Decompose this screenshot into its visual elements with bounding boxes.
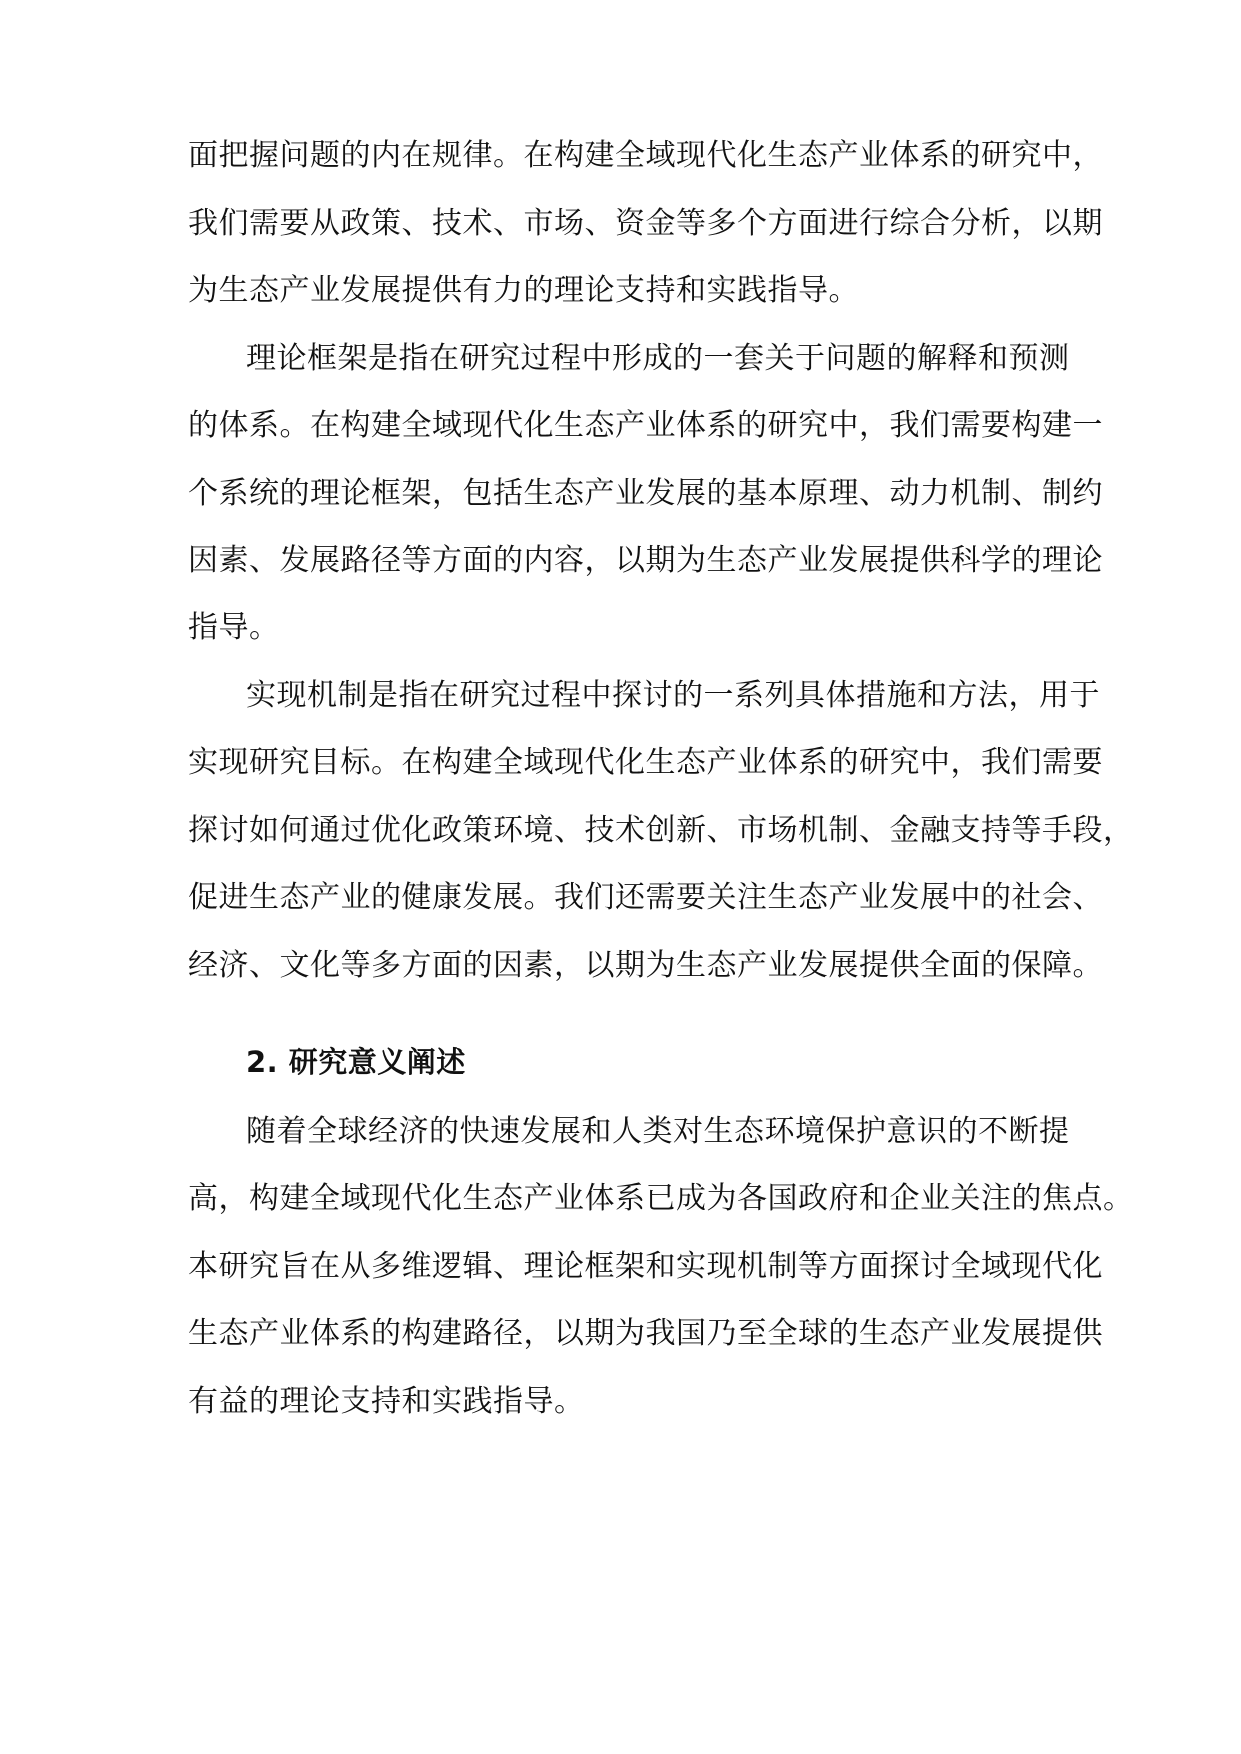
paragraph-line: 生态产业体系的构建路径，以期为我国乃至全球的生态产业发展提供: [188, 1316, 1103, 1351]
paragraph-line: 实现研究目标。在构建全域现代化生态产业体系的研究中，我们需要: [188, 745, 1103, 780]
paragraph-line: 个系统的理论框架，包括生态产业发展的基本原理、动力机制、制约: [188, 476, 1103, 511]
paragraph-line: 理论框架是指在研究过程中形成的一套关于问题的解释和预测: [246, 341, 1070, 376]
paragraph-line: 我们需要从政策、技术、市场、资金等多个方面进行综合分析，以期: [188, 206, 1103, 241]
paragraph-line: 实现机制是指在研究过程中探讨的一系列具体措施和方法，用于: [246, 678, 1100, 713]
paragraph-line: 促进生态产业的健康发展。我们还需要关注生态产业发展中的社会、: [188, 880, 1103, 915]
paragraph-line: 本研究旨在从多维逻辑、理论框架和实现机制等方面探讨全域现代化: [188, 1249, 1103, 1284]
paragraph-line: 为生态产业发展提供有力的理论支持和实践指导。: [188, 273, 859, 308]
paragraph-line: 面把握问题的内在规律。在构建全域现代化生态产业体系的研究中，: [188, 138, 1103, 173]
paragraph-line: 有益的理论支持和实践指导。: [188, 1384, 585, 1419]
paragraph-line: 随着全球经济的快速发展和人类对生态环境保护意识的不断提: [246, 1114, 1070, 1149]
section-heading: 2. 研究意义阐述: [246, 1045, 466, 1079]
paragraph-line: 经济、文化等多方面的因素，以期为生态产业发展提供全面的保障。: [188, 948, 1103, 983]
paragraph-line: 探讨如何通过优化政策环境、技术创新、市场机制、金融支持等手段，: [188, 813, 1134, 848]
paragraph-line: 指导。: [188, 610, 280, 645]
paragraph-line: 高，构建全域现代化生态产业体系已成为各国政府和企业关注的焦点。: [188, 1181, 1134, 1216]
paragraph-line: 的体系。在构建全域现代化生态产业体系的研究中，我们需要构建一: [188, 408, 1103, 443]
paragraph-line: 因素、发展路径等方面的内容，以期为生态产业发展提供科学的理论: [188, 543, 1103, 578]
